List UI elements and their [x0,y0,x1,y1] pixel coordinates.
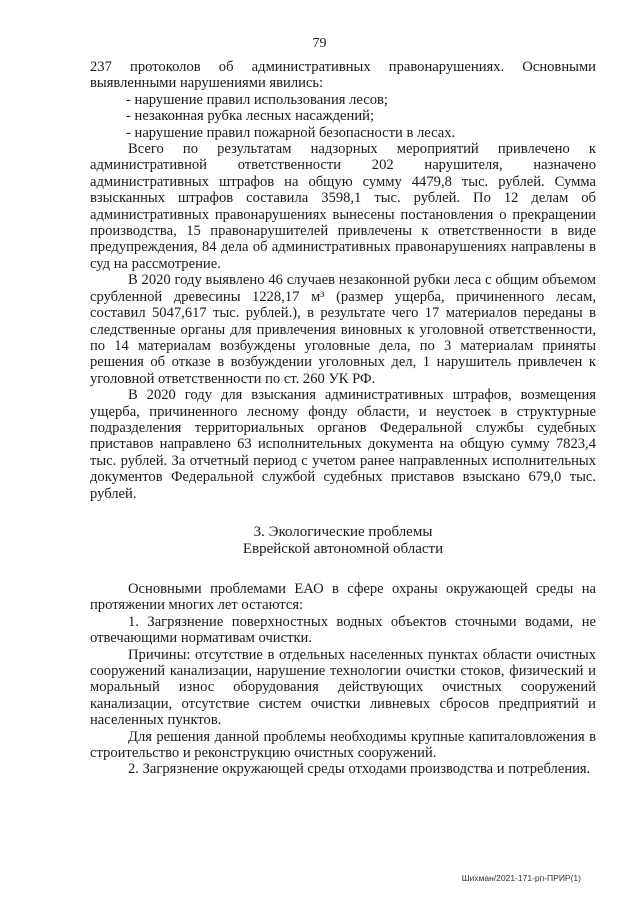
paragraph-problem-1: 1. Загрязнение поверхностных водных объектов сточными водами, не отвечающими нормативам очистки. [90,613,596,647]
section-heading-line2: Еврейской автономной области [242,541,444,558]
paragraph-fines-collection: В 2020 году для взыскания административных штрафов, возмещения ущерба, причиненного лесному фонду области, и неустоек в структурные подразделения территориальных органов Федеральной службы судебных приставов направлено 63 исполнительных документа на общую сумму 7823,4 тыс. рублей. За отчетный период с учетом ранее направленных исполнительных документов Федеральной службой судебных приставов взыскано 679,0 тыс. рублей. [90,387,596,502]
paragraph-inspection-results: Всего по результатам надзорных мероприятий привлечено к административной ответственности 202 нарушителя, назначено административных штрафов на общую сумму 4479,8 тыс. рублей. Сумма взысканных штрафов составила 3598,1 тыс. рублей. По 12 делам об административных правонарушениях вынесены постановления о прекращении производства, 15 правонарушителей привлечены к ответственности в виде предупреждения, 84 дела об административных правонарушениях направлены в суд на рассмотрение. [90,141,596,272]
list-item: - нарушение правил использования лесов; [126,91,388,108]
paragraph-problem-2: 2. Загрязнение окружающей среды отходами производства и потребления. [128,761,591,778]
intro-paragraph: 237 протоколов об административных правонарушениях. Основными выявленными нарушениями явились: [90,59,596,92]
list-item: - нарушение правил пожарной безопасности в лесах. [126,124,456,141]
paragraph-illegal-logging: В 2020 году выявлено 46 случаев незаконной рубки леса с общим объемом срубленной древесины 1228,17 м³ (размер ущерба, причиненного лесам, составил 5047,617 тыс. рублей.), в результате чего 17 материалов переданы в следственные органы для привлечения виновных к уголовной ответственности, по 14 материалам возбуждены уголовные дела, по 3 материалам приняты решения об отказе в возбуждении уголовных дел, 1 нарушитель привлечен к уголовной ответственности по ст. 260 УК РФ. [90,272,596,387]
document-body [90,59,596,778]
paragraph-main-problems: Основными проблемами ЕАО в сфере охраны окружающей среды на протяжении многих лет остаются: [90,580,596,614]
paragraph-solution: Для решения данной проблемы необходимы крупные капиталовложения в строительство и реконструкцию очистных сооружений. [90,728,596,762]
section-heading [90,524,596,559]
footer-reference: Шихман/2021-171-рп-ПРИР(1) [461,873,581,883]
section-heading-line1: 3. Экологические проблемы [253,523,433,540]
page-number: 79 [312,36,327,51]
paragraph-causes: Причины: отсутствие в отдельных населенных пунктах области очистных сооружений канализации, нарушение технологии очистки стоков, физический и моральный износ оборудования действующих очистных сооружений канализации, отсутствие систем очистки ливневых сбросов предприятий и населенных пунктов. [90,646,596,729]
list-item: - незаконная рубка лесных насаждений; [126,108,375,125]
